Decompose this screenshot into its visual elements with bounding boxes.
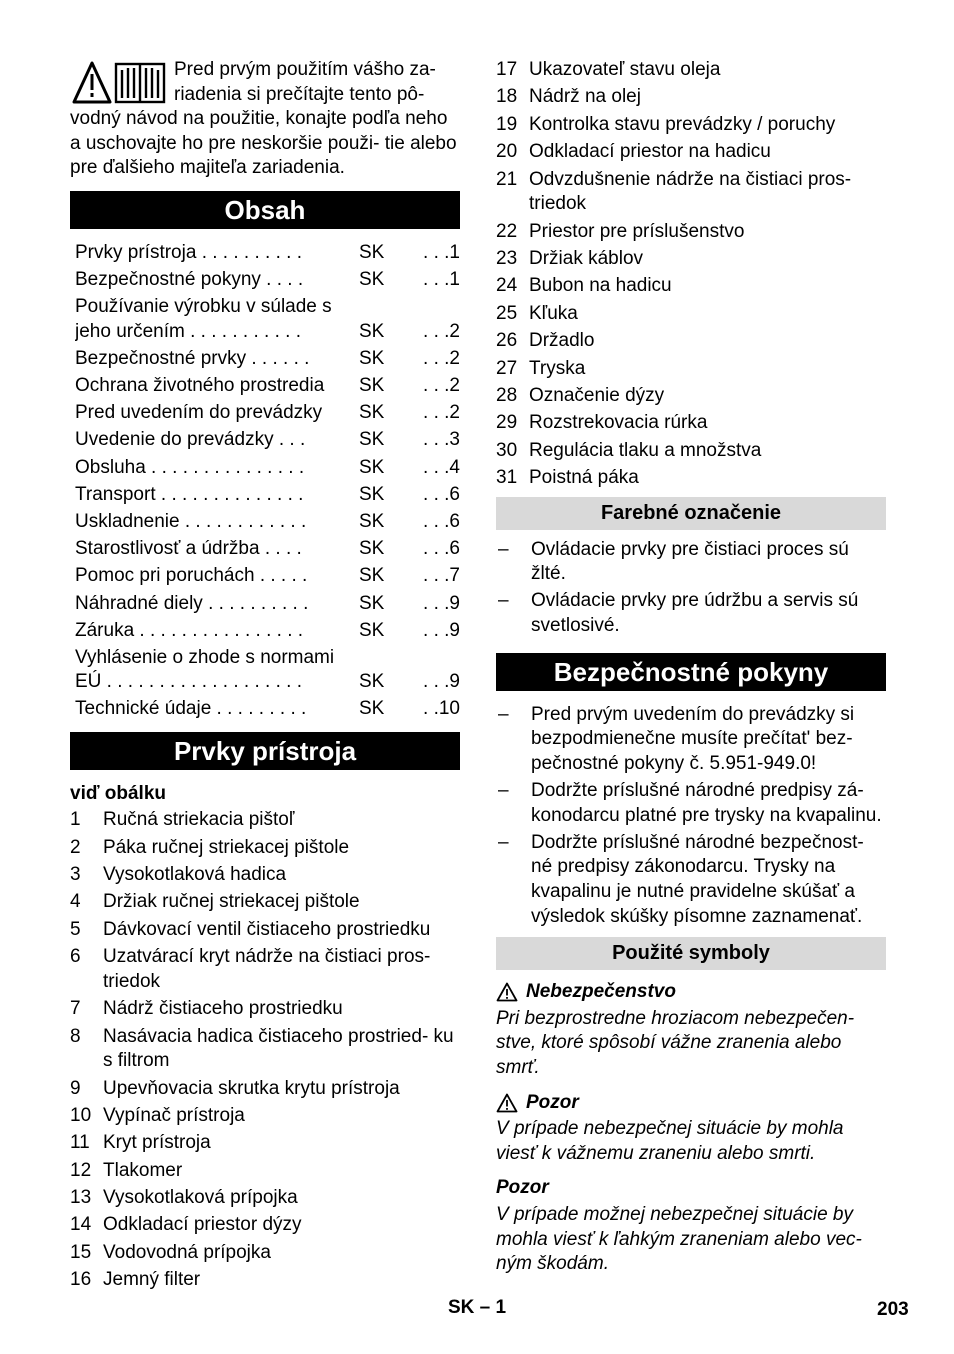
toc-heading: Obsah (70, 191, 460, 229)
toc-title: Technické údaje . . . . . . . . . (75, 698, 307, 720)
parts-list-item (70, 1077, 460, 1102)
parts-list-item (70, 808, 460, 833)
parts-item-number: 20 (496, 141, 518, 163)
parts-item-number: 30 (496, 439, 518, 461)
parts-item-number: 11 (70, 1132, 90, 1154)
toc-page: . . .7 (423, 565, 460, 587)
toc-title: Transport . . . . . . . . . . . . . . (75, 483, 304, 505)
parts-item-number: 31 (496, 467, 518, 489)
parts-list-item (496, 466, 886, 491)
color-coding-text: Ovládacie prvky pre čistiaci proces sú žlté. (531, 538, 849, 585)
parts-item-label: Kryt prístroja (103, 1132, 211, 1154)
parts-list-right (496, 58, 886, 491)
toc-lang: SK (359, 320, 385, 342)
parts-item-number: 6 (70, 946, 81, 968)
parts-item-label: Vysokotlaková hadica (103, 864, 287, 885)
parts-list-item (70, 836, 460, 861)
color-coding-item (496, 589, 886, 638)
color-coding-text: Ovládacie prvky pre údržbu a servis sú svetlosivé. (531, 590, 859, 637)
toc-row[interactable] (75, 697, 460, 721)
toc-lang: SK (359, 374, 385, 396)
parts-item-number: 1 (70, 809, 81, 831)
parts-item-label: Poistná páka (529, 467, 639, 489)
parts-item-number: 21 (496, 168, 518, 190)
warning-and-manual-icon (72, 60, 168, 106)
safety-instruction-text: Pred prvým uvedením do prevádzky si bezpodmienečne musíte prečítat' bez- pečnostné pokyny č. 5.951-949.0! (531, 703, 855, 774)
parts-item-label: Vysokotlaková prípojka (103, 1187, 298, 1209)
safety-list (496, 703, 886, 930)
parts-list-item (496, 302, 886, 327)
parts-list-item (496, 168, 886, 217)
color-coding-list (496, 538, 886, 639)
parts-item-number: 17 (496, 59, 518, 80)
parts-list-item (496, 113, 886, 138)
parts-list-left (70, 808, 460, 1293)
parts-list-item (70, 1186, 460, 1211)
toc-title: Náhradné diely . . . . . . . . . . (75, 592, 309, 614)
parts-item-number: 22 (496, 220, 518, 242)
toc-title: Pred uvedením do prevádzky (75, 402, 323, 424)
parts-list-item (70, 1268, 460, 1293)
caution-label: Pozor (496, 1177, 549, 1199)
parts-item-number: 8 (70, 1025, 81, 1047)
toc-row[interactable] (75, 241, 460, 265)
parts-list-item (496, 140, 886, 165)
color-coding-heading: Farebné označenie (496, 497, 886, 530)
parts-list-item (496, 329, 886, 354)
parts-item-label: Vodovodná prípojka (103, 1241, 271, 1263)
parts-heading: Prvky prístroja (70, 732, 460, 770)
toc-page: . . .9 (423, 619, 460, 641)
toc-page: . . .3 (423, 429, 460, 451)
color-coding-item (496, 538, 886, 587)
parts-list-item (496, 220, 886, 245)
parts-item-number: 4 (70, 891, 81, 913)
parts-item-label: Uzatvárací kryt nádrže na čistiaci pros- triedok (103, 946, 431, 992)
toc-page: . . .2 (423, 347, 460, 369)
toc-lang: SK (359, 592, 385, 614)
parts-item-number: 23 (496, 247, 518, 269)
toc-lang: SK (359, 619, 385, 641)
parts-list-item (496, 411, 886, 436)
parts-item-label: Označenie dýzy (529, 384, 665, 406)
parts-item-number: 9 (70, 1077, 81, 1099)
toc-title: Prvky prístroja . . . . . . . . . . (75, 241, 302, 263)
dash-bullet: – (498, 590, 509, 612)
parts-list-item (70, 890, 460, 915)
toc-page: . . .2 (423, 402, 460, 424)
parts-item-label: Jemný filter (103, 1269, 201, 1291)
parts-list-item (496, 439, 886, 464)
toc-lang: SK (359, 483, 385, 505)
warning-text: V prípade nebezpečnej situácie by mohla viesť k vážnemu zraneniu alebo smrti. (496, 1118, 844, 1164)
parts-item-number: 10 (70, 1104, 92, 1126)
parts-item-number: 2 (70, 836, 81, 858)
parts-list-item (70, 863, 460, 888)
toc-page: . . .4 (423, 456, 460, 478)
toc-row[interactable] (75, 537, 460, 561)
left-column (70, 58, 460, 1296)
parts-list-item (496, 85, 886, 110)
dash-bullet: – (498, 780, 509, 801)
parts-item-number: 3 (70, 864, 81, 885)
toc-row[interactable] (75, 483, 460, 507)
toc-title: Používanie výrobku v súlade s jeho určením . . . . . . . . . . . (75, 296, 332, 342)
parts-item-label: Držadlo (529, 330, 595, 352)
parts-item-label: Upevňovacia skrutka krytu prístroja (103, 1077, 400, 1099)
caution-heading (496, 1176, 886, 1201)
parts-item-label: Držiak ručnej striekacej pištole (103, 891, 360, 913)
parts-item-label: Priestor pre príslušenstvo (529, 220, 745, 242)
toc-page: . . .2 (423, 374, 460, 396)
toc-row[interactable] (75, 374, 460, 398)
toc-lang: SK (359, 511, 385, 532)
parts-item-label: Kľuka (529, 302, 578, 324)
symbols-heading: Použité symboly (496, 937, 886, 970)
parts-subheading: viď obálku (70, 782, 167, 804)
footer-lang-page: SK – 1 (448, 1297, 507, 1318)
toc-title: Uvedenie do prevádzky . . . (75, 429, 306, 451)
toc-row[interactable] (75, 401, 460, 425)
parts-list-item (70, 1104, 460, 1129)
safety-heading: Bezpečnostné pokyny (496, 653, 886, 691)
toc-lang: SK (359, 671, 385, 693)
toc-page: . . .1 (423, 269, 460, 291)
intro-text: Pred prvým použitím vášho za- riadenia si prečítajte tento pô- vodný návod na použitie, konajte podľa neho a uschovajte ho pre neskoršie použi- tie alebo pre ďalšieho majiteľa zariadenia. (70, 59, 457, 179)
parts-item-label: Držiak káblov (529, 247, 644, 269)
parts-item-label: Kontrolka stavu prevádzky / poruchy (529, 113, 836, 135)
toc-title: Bezpečnostné pokyny . . . . (75, 269, 304, 291)
toc-row[interactable] (75, 268, 460, 292)
toc-page: . . .6 (423, 538, 460, 560)
parts-item-number: 25 (496, 302, 518, 324)
parts-list-item (496, 384, 886, 409)
parts-item-number: 5 (70, 918, 81, 940)
toc-title: Starostlivosť a údržba . . . . (75, 538, 302, 560)
toc-row[interactable] (75, 456, 460, 480)
toc-title: Obsluha . . . . . . . . . . . . . . . (75, 456, 305, 478)
parts-item-number: 28 (496, 384, 518, 406)
parts-item-number: 16 (70, 1269, 92, 1291)
warning-heading (496, 1091, 886, 1116)
parts-list-item (496, 247, 886, 272)
toc-row[interactable] (75, 295, 460, 343)
parts-item-label: Nádrž na olej (529, 86, 641, 108)
parts-item-number: 18 (496, 86, 518, 108)
parts-list-item (70, 1159, 460, 1184)
toc-row[interactable] (75, 564, 460, 588)
parts-item-label: Regulácia tlaku a množstva (529, 439, 762, 461)
parts-item-label: Páka ručnej striekacej pištole (103, 836, 350, 858)
parts-item-label: Ukazovateľ stavu oleja (529, 59, 721, 80)
safety-instruction-text: Dodržte príslušné národné predpisy zá- konodarcu platné pre trysky na kvapalinu. (531, 780, 882, 826)
parts-item-label: Tryska (529, 357, 586, 379)
toc-lang: SK (359, 269, 385, 291)
parts-list-item (70, 1025, 460, 1074)
parts-item-label: Tlakomer (103, 1159, 183, 1181)
toc-page: . . .1 (423, 241, 460, 263)
toc-lang: SK (359, 429, 385, 451)
safety-instruction-item (496, 831, 886, 929)
parts-item-label: Ručná striekacia pištoľ (103, 809, 295, 831)
parts-list-item (70, 945, 460, 994)
safety-instruction-item (496, 779, 886, 828)
parts-list-item (496, 58, 886, 83)
toc-lang: SK (359, 456, 385, 478)
toc-title: Bezpečnostné prvky . . . . . . (75, 347, 310, 369)
toc-lang: SK (359, 241, 385, 263)
caution-text: V prípade možnej nebezpečnej situácie by mohla viesť k ľahkým zraneniam alebo vec- ným škodám. (496, 1203, 862, 1275)
parts-item-label: Nádrž čistiaceho prostriedku (103, 998, 343, 1020)
parts-item-label: Nasávacia hadica čistiaceho prostried- ku s filtrom (103, 1025, 454, 1072)
parts-item-number: 7 (70, 998, 81, 1020)
parts-list-item (70, 1213, 460, 1238)
dash-bullet: – (498, 538, 509, 560)
toc-row[interactable] (75, 592, 460, 616)
parts-item-number: 15 (70, 1241, 92, 1263)
toc-lang: SK (359, 538, 385, 560)
dash-bullet: – (498, 703, 509, 725)
parts-item-number: 19 (496, 113, 518, 135)
parts-list-item (496, 357, 886, 382)
right-column (496, 58, 886, 1283)
toc-title: Pomoc pri poruchách . . . . . (75, 565, 308, 587)
intro-block (70, 58, 460, 181)
parts-list-item (70, 918, 460, 943)
safety-instruction-text: Dodržte príslušné národné bezpečnost- né predpisy zákonodarcu. Trysky na kvapalinu je nutné pravidelne skúšať a výsledok skúšky písomne zaznamenať. (531, 831, 864, 927)
danger-heading (496, 980, 886, 1005)
parts-list-item (70, 1131, 460, 1156)
parts-item-number: 24 (496, 275, 518, 297)
toc-lang: SK (359, 698, 385, 720)
parts-item-number: 12 (70, 1159, 92, 1181)
parts-list-item (70, 997, 460, 1022)
parts-item-label: Vypínač prístroja (103, 1104, 245, 1126)
toc-page: . .10 (423, 698, 460, 720)
safety-instruction-item (496, 703, 886, 777)
parts-item-number: 26 (496, 330, 518, 352)
toc-row[interactable] (75, 646, 460, 694)
warning-triangle-icon (496, 1093, 518, 1113)
danger-text: Pri bezprostredne hroziacom nebezpečen- stve, ktoré spôsobí vážne zranenia alebo smrť. (496, 1007, 855, 1078)
parts-item-label: Rozstrekovacia rúrka (529, 412, 708, 434)
parts-item-number: 14 (70, 1214, 92, 1236)
toc-title: Záruka . . . . . . . . . . . . . . . . (75, 619, 304, 641)
parts-item-label: Bubon na hadicu (529, 275, 672, 297)
toc-title: Uskladnenie . . . . . . . . . . . . (75, 511, 307, 532)
toc-row[interactable] (75, 619, 460, 643)
toc-title: Vyhlásenie o zhode s normami EÚ . . . . . . . . . . . . . . . . . . . (75, 647, 335, 693)
parts-item-number: 13 (70, 1187, 92, 1209)
toc-page: . . .9 (423, 671, 460, 693)
toc-title: Ochrana životného prostredia (75, 374, 325, 396)
table-of-contents (70, 241, 460, 722)
parts-list-item (496, 274, 886, 299)
warning-label: Pozor (526, 1091, 579, 1113)
parts-item-label: Odvzdušnenie nádrže na čistiaci pros- triedok (529, 168, 852, 215)
parts-item-label: Odkladací priestor dýzy (103, 1214, 302, 1236)
warning-triangle-icon (496, 982, 518, 1002)
toc-page: . . .6 (423, 483, 460, 505)
footer-page-number: 203 (877, 1299, 909, 1320)
toc-page: . . .6 (423, 511, 460, 532)
toc-row[interactable] (75, 510, 460, 534)
parts-list-item (70, 1241, 460, 1266)
toc-lang: SK (359, 347, 385, 369)
toc-lang: SK (359, 565, 385, 587)
parts-item-number: 27 (496, 357, 518, 379)
toc-lang: SK (359, 402, 385, 424)
dash-bullet: – (498, 831, 509, 853)
toc-row[interactable] (75, 347, 460, 371)
toc-row[interactable] (75, 428, 460, 452)
toc-page: . . .9 (423, 592, 460, 614)
parts-item-label: Odkladací priestor na hadicu (529, 141, 771, 163)
toc-page: . . .2 (423, 320, 460, 342)
parts-item-label: Dávkovací ventil čistiaceho prostriedku (103, 918, 431, 940)
danger-label: Nebezpečenstvo (526, 981, 676, 1003)
parts-item-number: 29 (496, 412, 518, 434)
